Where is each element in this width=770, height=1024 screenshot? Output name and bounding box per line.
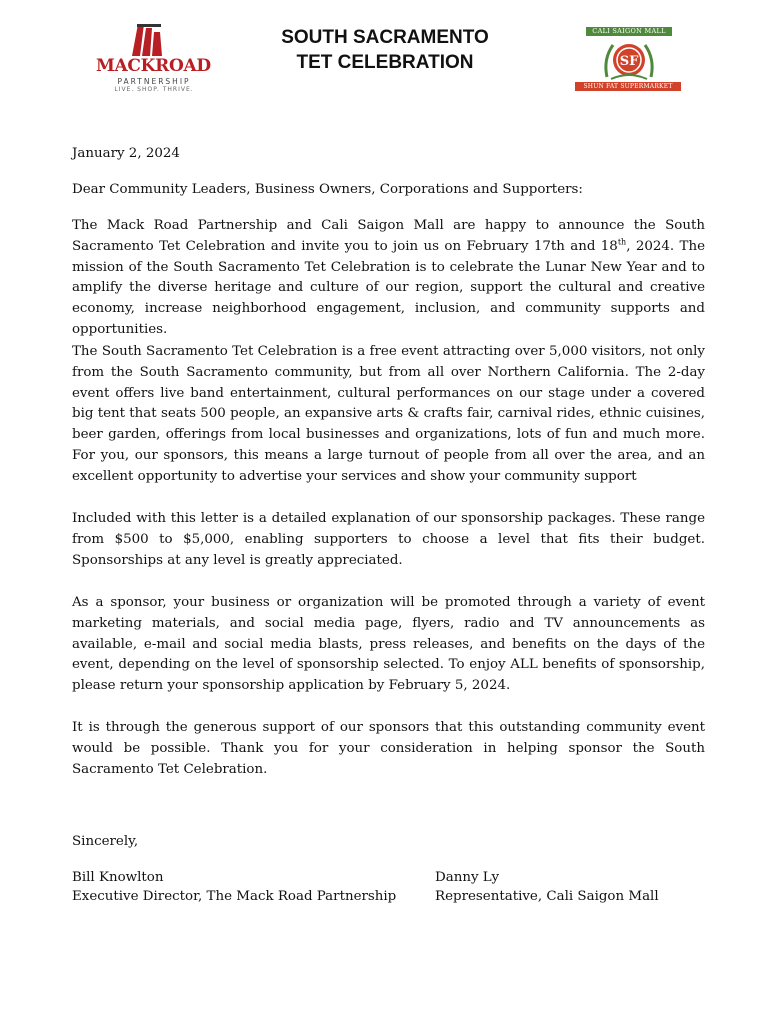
signer-1-name: Bill Knowlton [72,870,164,885]
signature-block-right [435,869,659,906]
cali-saigon-logo-bottom-text: SHUN FAT SUPERMARKET [575,82,681,91]
letter-salutation: Dear Community Leaders, Business Owners, Corporations and Supporters: [72,182,583,197]
letter-paragraph-1 [72,216,705,341]
cali-saigon-emblem-icon [601,37,657,82]
mack-road-logo [94,22,211,94]
letter-paragraph-3: Included with this letter is a detailed explanation of our sponsorship packages. These range from $500 to $5,000, enabling supporters to choose a level that fits their budget. Sponsorships at any level is greatly appreciated. [72,511,705,568]
title-line-2: TET CELEBRATION [296,52,474,73]
signer-2-name: Danny Ly [435,870,500,885]
cali-saigon-logo-top-text: CALI SAIGON MALL [586,27,672,36]
letter-paragraph-5: It is through the generous support of our sponsors that this outstanding community event would be possible. Thank you for your consideration in helping sponsor the South Sacramento Tet Celebration. [72,720,705,777]
title-line-1: SOUTH SACRAMENTO [281,27,489,48]
mack-road-logo-tagline: LIVE. SHOP. THRIVE. [114,86,194,93]
paragraph-1-part-b: , 2024. The mission of the South Sacramento Tet Celebration is to celebrate the Lunar New Year and to amplify the diverse heritage and culture of our region, support the cultural and creative economy, increase neighborhood engagement, inclusion, and community supports and opportunities. [72,238,705,337]
signature-block-left [72,869,396,906]
letter-paragraph-2: The South Sacramento Tet Celebration is a free event attracting over 5,000 visitors, not only from the South Sacramento community, but from all over Northern California. The 2-day event offers live band entertainment, cultural performances on our stage under a covered big tent that seats 500 people, an expansive arts & crafts fair, carnival rides, ethnic cuisines, beer garden, offerings from local businesses and organizations, lots of fun and much more. For you, our sponsors, this means a large turnout of people from all over the area, and an excellent opportunity to advertise your services and show your community support [72,344,705,484]
paragraph-1-superscript: th [617,237,627,247]
letter-paragraph-4: As a sponsor, your business or organization will be promoted through a variety of event marketing materials, and social media page, flyers, radio and TV announcements as available, e-mail and social media blasts, press releases, and benefits on the days of the event, depending on the level of sponsorship selected. To enjoy ALL benefits of sponsorship, please return your sponsorship application by February 5, 2024. [72,595,705,694]
letter-date: January 2, 2024 [72,146,180,161]
svg-text:SF: SF [619,54,639,69]
signer-1-title: Executive Director, The Mack Road Partnership [72,888,397,904]
page-title [235,25,535,75]
mack-road-logo-name: MACKROAD [96,56,211,76]
paragraph-1-part-a: The Mack Road Partnership and Cali Saigon Mall are happy to announce the South Sacramento Tet Celebration and invite you to join us on February 17th and 18 [72,218,705,254]
mack-road-logo-sub: PARTNERSHIP [117,77,191,86]
mack-road-building-icon [130,22,170,56]
letter-closing: Sincerely, [72,834,139,849]
cali-saigon-logo [575,25,683,93]
signer-2-title: Representative, Cali Saigon Mall [435,888,659,904]
